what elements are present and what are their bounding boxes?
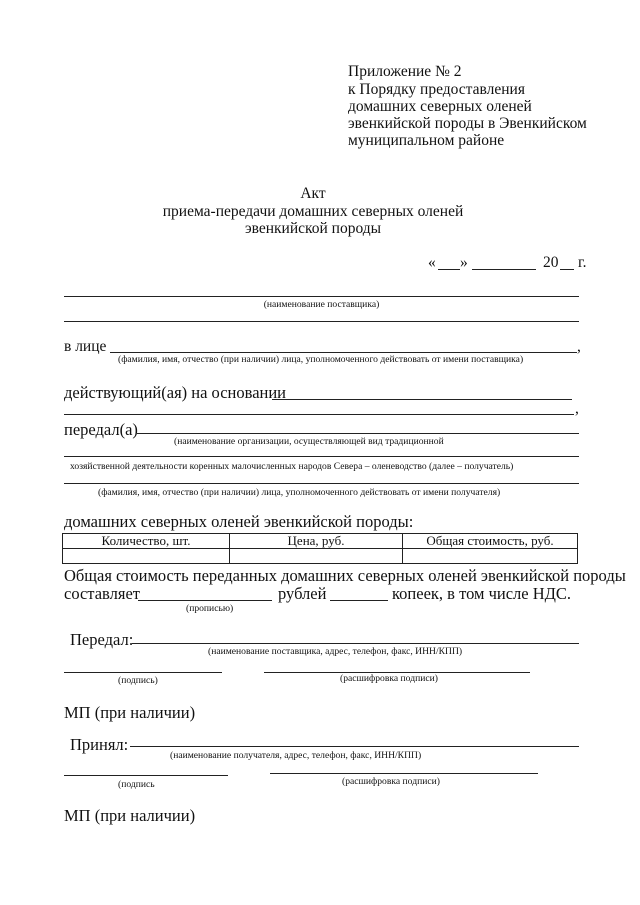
document-title: Акт [300, 185, 326, 202]
header-total-cost: Общая стоимость, руб. [403, 534, 578, 549]
handed-over-label: Передал: [70, 630, 134, 649]
basis-comma: , [575, 400, 579, 417]
handed-over-stamp: МП (при наличии) [64, 703, 196, 722]
received-signature-field[interactable] [64, 775, 228, 776]
handed-over-signature-hint: (подпись) [118, 675, 158, 686]
received-field[interactable] [130, 746, 579, 747]
date-month-field[interactable] [472, 269, 536, 270]
total-rubles-label: рублей [278, 584, 327, 603]
representative-label: в лице [64, 338, 107, 355]
total-label: составляет [64, 584, 140, 603]
supplier-name-field-2[interactable] [64, 321, 579, 322]
date-day-field[interactable] [438, 269, 460, 270]
handed-over-field[interactable] [132, 643, 579, 644]
date-close-quote: » [460, 254, 468, 271]
supplier-name-field[interactable] [64, 296, 579, 297]
document-subtitle-1: приема-передачи домашних северных оленей [162, 203, 464, 220]
reindeer-table [62, 533, 578, 564]
recipient-org-field[interactable] [137, 433, 579, 434]
handed-over-signature-field[interactable] [64, 672, 222, 673]
total-in-words-hint: (прописью) [186, 603, 234, 614]
appendix-line-3: домашних северных оленей [348, 98, 532, 115]
table-header-row [63, 534, 578, 549]
total-kopecks-field[interactable] [330, 600, 388, 601]
appendix-number: Приложение № 2 [348, 63, 462, 80]
total-kopecks-label: копеек, в том числе НДС. [392, 584, 572, 603]
basis-label: действующий(ая) на основании [64, 383, 287, 402]
representative-hint: (фамилия, имя, отчество (при наличии) лица, уполномоченного действовать от имени поставщика) [118, 354, 524, 365]
supplier-name-hint: (наименование поставщика) [263, 299, 380, 310]
recipient-rep-hint: (фамилия, имя, отчество (при наличии) лица, уполномоченного действовать от имени получателя) [98, 487, 501, 498]
appendix-line-5: муниципальном районе [348, 132, 505, 149]
date-year-suffix: г. [578, 254, 587, 271]
date-year-prefix: 20 [543, 254, 559, 271]
handed-over-hint: (наименование поставщика, адрес, телефон, факс, ИНН/КПП) [208, 646, 463, 657]
recipient-rep-field[interactable] [64, 483, 579, 484]
recipient-org-hint-2: хозяйственной деятельности коренных малочисленных народов Севера – оленеводство (далее – получатель) [70, 461, 514, 472]
received-decode-hint: (расшифровка подписи) [342, 776, 440, 787]
appendix-line-2: к Порядку предоставления [348, 81, 525, 98]
document-subtitle-2: эвенкийской породы [244, 220, 382, 237]
recipient-org-hint-1: (наименование организации, осуществляющей вид традиционной [174, 436, 444, 447]
transferred-to-label: передал(а) [64, 420, 138, 439]
basis-field[interactable] [272, 399, 572, 400]
header-price: Цена, руб. [230, 534, 403, 549]
recipient-org-field-2[interactable] [64, 456, 579, 457]
representative-name-field[interactable] [110, 352, 577, 353]
received-signature-hint: (подпись [118, 779, 155, 790]
received-decode-field[interactable] [270, 773, 538, 774]
received-label: Принял: [70, 735, 129, 754]
total-rubles-field[interactable] [138, 600, 272, 601]
received-stamp: МП (при наличии) [64, 806, 196, 825]
handed-over-decode-hint: (расшифровка подписи) [340, 673, 438, 684]
cell-total-cost[interactable] [403, 549, 578, 564]
cell-price[interactable] [230, 549, 403, 564]
received-hint: (наименование получателя, адрес, телефон, факс, ИНН/КПП) [170, 750, 422, 761]
representative-comma: , [577, 338, 581, 355]
date-open-quote: « [428, 254, 436, 271]
appendix-line-4: эвенкийской породы в Эвенкийском [348, 115, 587, 132]
basis-field-2[interactable] [64, 414, 574, 415]
cell-quantity[interactable] [63, 549, 230, 564]
header-quantity: Количество, шт. [63, 534, 230, 549]
date-year-field[interactable] [560, 269, 574, 270]
total-sentence: Общая стоимость переданных домашних северных оленей эвенкийской породы [64, 566, 626, 585]
table-intro: домашних северных оленей эвенкийской породы: [64, 512, 414, 531]
table-row [63, 549, 578, 564]
